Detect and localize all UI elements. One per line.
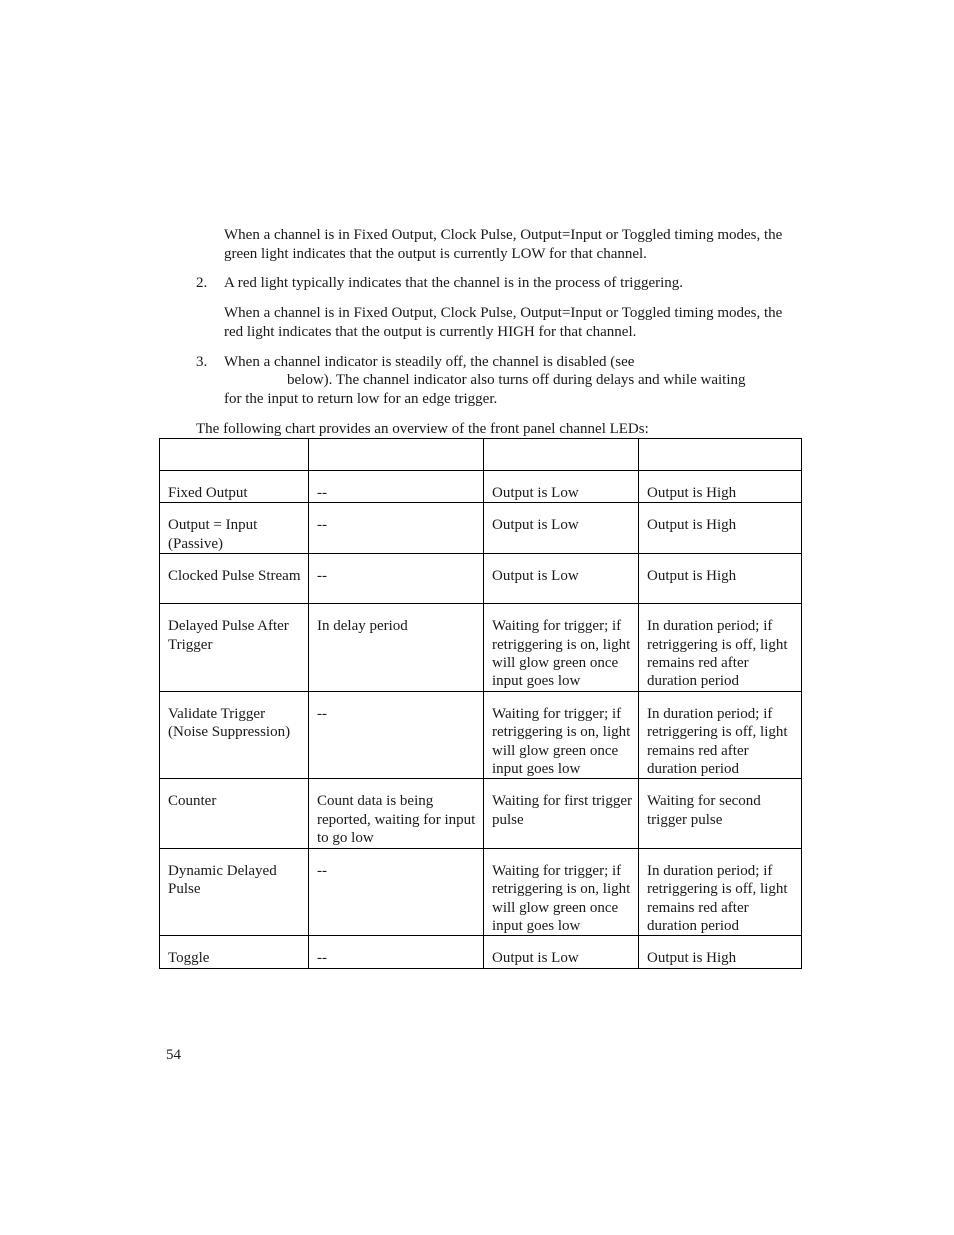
off-cell: Count data is being reported, waiting for input to go low <box>309 779 484 848</box>
off-cell: -- <box>309 471 484 503</box>
header-cell <box>160 439 309 471</box>
red-cell: Output is High <box>639 554 802 604</box>
header-cell <box>484 439 639 471</box>
red-cell: In duration period; if retriggering is off, light remains red after duration period <box>639 848 802 936</box>
chart-intro: The following chart provides an overview of the front panel channel LEDs: <box>196 421 649 437</box>
intro-paragraph: When a channel is in Fixed Output, Clock Pulse, Output=Input or Toggled timing modes, the green light indicates that the output is currently LOW for that channel. <box>224 227 783 262</box>
item-2-subparagraph: When a channel is in Fixed Output, Clock Pulse, Output=Input or Toggled timing modes, the red light indicates that the output is currently HIGH for that channel. <box>224 305 783 340</box>
green-cell: Waiting for trigger; if retriggering is on, light will glow green once input goes low <box>484 691 639 779</box>
mode-cell: Output = Input (Passive) <box>160 503 309 554</box>
mode-cell: Clocked Pulse Stream <box>160 554 309 604</box>
green-cell: Waiting for first trigger pulse <box>484 779 639 848</box>
table-row <box>160 471 802 503</box>
off-cell: -- <box>309 691 484 779</box>
table-row <box>160 691 802 779</box>
table-header-row <box>160 439 802 471</box>
off-cell: In delay period <box>309 604 484 692</box>
mode-cell: Toggle <box>160 936 309 968</box>
red-cell: Output is High <box>639 503 802 554</box>
table-row <box>160 604 802 692</box>
item-2-number: 2. <box>196 275 208 291</box>
led-overview-table <box>159 438 802 969</box>
red-cell: Waiting for second trigger pulse <box>639 779 802 848</box>
mode-cell: Delayed Pulse After Trigger <box>160 604 309 692</box>
item-2-text: A red light typically indicates that the channel is in the process of triggering. <box>224 275 684 291</box>
green-cell: Output is Low <box>484 554 639 604</box>
off-cell: -- <box>309 503 484 554</box>
table-row <box>160 848 802 936</box>
table-row <box>160 779 802 848</box>
item-3-line-3: for the input to return low for an edge trigger. <box>224 391 498 407</box>
green-cell: Output is Low <box>484 503 639 554</box>
table-row <box>160 554 802 604</box>
table-row <box>160 503 802 554</box>
page-number: 54 <box>166 1047 181 1063</box>
red-cell: Output is High <box>639 471 802 503</box>
off-cell: -- <box>309 936 484 968</box>
red-cell: Output is High <box>639 936 802 968</box>
header-cell <box>639 439 802 471</box>
item-3-number: 3. <box>196 354 208 370</box>
mode-cell: Fixed Output <box>160 471 309 503</box>
item-3-line-2: below). The channel indicator also turns off during delays and while waiting <box>287 372 746 388</box>
header-cell <box>309 439 484 471</box>
red-cell: In duration period; if retriggering is off, light remains red after duration period <box>639 604 802 692</box>
mode-cell: Validate Trigger (Noise Suppression) <box>160 691 309 779</box>
green-cell: Output is Low <box>484 936 639 968</box>
red-cell: In duration period; if retriggering is off, light remains red after duration period <box>639 691 802 779</box>
green-cell: Waiting for trigger; if retriggering is on, light will glow green once input goes low <box>484 604 639 692</box>
mode-cell: Counter <box>160 779 309 848</box>
item-3-line-1: When a channel indicator is steadily off, the channel is disabled (see <box>224 354 635 370</box>
off-cell: -- <box>309 848 484 936</box>
off-cell: -- <box>309 554 484 604</box>
mode-cell: Dynamic Delayed Pulse <box>160 848 309 936</box>
green-cell: Output is Low <box>484 471 639 503</box>
table-row <box>160 936 802 968</box>
green-cell: Waiting for trigger; if retriggering is on, light will glow green once input goes low <box>484 848 639 936</box>
